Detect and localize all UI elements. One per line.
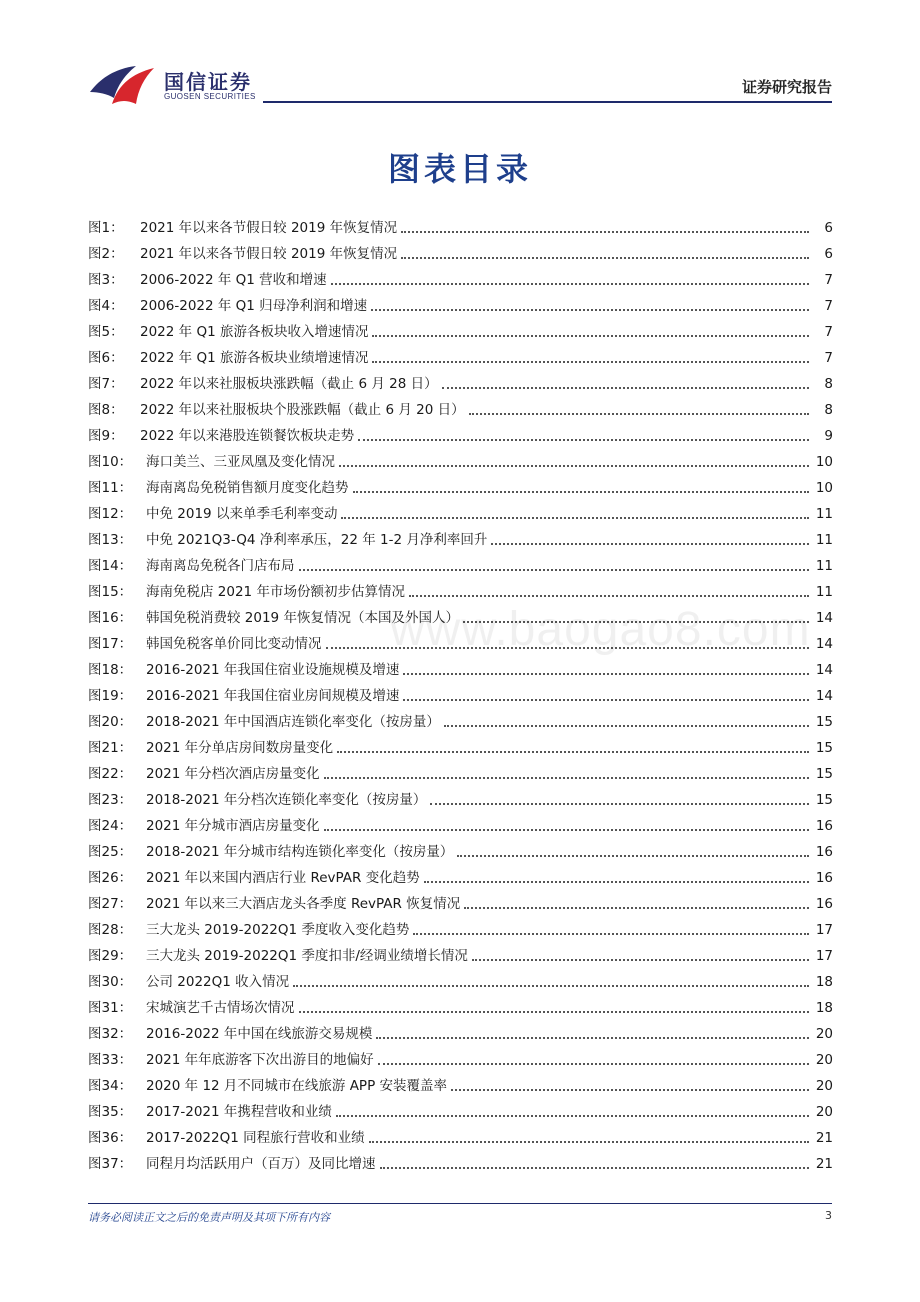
brand-name-en: GUOSEN SECURITIES [164,92,256,101]
toc-dot-leader [336,1115,809,1117]
toc-entry-page: 8 [824,402,833,418]
toc-entry[interactable] [88,1069,833,1095]
toc-entry-label: 图8： [88,402,124,418]
toc-entry-page: 11 [815,532,833,548]
toc-entry[interactable] [88,757,833,783]
toc-entry[interactable] [88,497,833,523]
toc-entry-title: 2018-2021 年分城市结构连锁化率变化（按房量） [146,844,454,860]
toc-dot-leader [353,491,810,493]
toc-entry-page: 16 [815,818,833,834]
toc-entry-page: 20 [815,1026,833,1042]
toc-entry-title: 2021 年年底游客下次出游目的地偏好 [146,1052,374,1068]
toc-entry-label: 图28： [88,922,133,938]
toc-entry-label: 图35： [88,1104,133,1120]
toc-entry-page: 10 [815,480,833,496]
toc-entry-title: 2017-2021 年携程营收和业绩 [146,1104,332,1120]
toc-entry-label: 图6： [88,350,124,366]
toc-entry-page: 15 [815,740,833,756]
toc-dot-leader [401,231,809,233]
toc-entry-title: 2021 年分单店房间数房量变化 [146,740,334,756]
brand-name-cn: 国信证券 [164,70,252,94]
toc-entry-label: 图31： [88,1000,133,1016]
toc-dot-leader [472,959,809,961]
toc-entry-title: 2022 年以来港股连锁餐饮板块走势 [140,428,355,444]
toc-entry-label: 图14： [88,558,133,574]
toc-entry-page: 6 [824,220,833,236]
toc-entry[interactable] [88,523,833,549]
toc-dot-leader [339,465,809,467]
toc-entry-label: 图2： [88,246,124,262]
toc-dot-leader [451,1089,809,1091]
toc-entry-title: 韩国免税客单价同比变动情况 [146,636,322,652]
toc-entry-page: 9 [824,428,833,444]
toc-entry-page: 8 [824,376,833,392]
report-type-label: 证券研究报告 [741,78,832,96]
toc-dot-leader [369,1141,809,1143]
footer-divider [88,1203,832,1204]
toc-entry-title: 2021 年分档次酒店房量变化 [146,766,320,782]
toc-entry[interactable] [88,445,833,471]
toc-dot-leader [442,387,809,389]
toc-entry-label: 图13： [88,532,133,548]
page-number: 3 [825,1209,832,1222]
toc-dot-leader [293,985,809,987]
toc-dot-leader [413,933,809,935]
toc-entry-label: 图15： [88,584,133,600]
toc-dot-leader [380,1167,810,1169]
toc-entry-page: 16 [815,896,833,912]
toc-entry-label: 图27： [88,896,133,912]
toc-dot-leader [409,595,809,597]
toc-entry[interactable] [88,731,833,757]
toc-entry[interactable] [88,679,833,705]
toc-entry[interactable] [88,887,833,913]
toc-entry-title: 2021 年分城市酒店房量变化 [146,818,320,834]
toc-entry-title: 2021 年以来三大酒店龙头各季度 RevPAR 恢复情况 [146,896,461,912]
toc-entry-page: 7 [824,324,833,340]
toc-entry-page: 20 [815,1052,833,1068]
toc-entry-title: 2021 年以来国内酒店行业 RevPAR 变化趋势 [146,870,420,886]
toc-entry-page: 17 [815,922,833,938]
toc-dot-leader [299,1011,810,1013]
toc-entry-title: 2021 年以来各节假日较 2019 年恢复情况 [140,246,398,262]
toc-entry-page: 16 [815,870,833,886]
toc-entry[interactable] [88,991,833,1017]
toc-dot-leader [457,855,809,857]
toc-entry-page: 14 [815,662,833,678]
toc-dot-leader [371,309,809,311]
toc-entry-page: 10 [815,454,833,470]
toc-dot-leader [378,1063,809,1065]
toc-entry-page: 14 [815,688,833,704]
toc-entry-label: 图26： [88,870,133,886]
toc-entry-title: 2016-2021 年我国住宿业房间规模及增速 [146,688,400,704]
toc-dot-leader [444,725,809,727]
toc-entry-page: 18 [815,1000,833,1016]
toc-entry[interactable] [88,809,833,835]
toc-entry-page: 15 [815,792,833,808]
toc-dot-leader [299,569,810,571]
toc-entry-title: 2006-2022 年 Q1 归母净利润和增速 [140,298,368,314]
header-divider [263,101,832,103]
toc-entry-label: 图23： [88,792,133,808]
toc-dot-leader [341,517,809,519]
toc-entry[interactable] [88,393,833,419]
toc-entry-label: 图11： [88,480,133,496]
toc-entry-label: 图5： [88,324,124,340]
toc-entry[interactable] [88,367,833,393]
toc-entry-label: 图10： [88,454,133,470]
toc-dot-leader [337,751,809,753]
toc-entry-page: 14 [815,610,833,626]
toc-entry[interactable] [88,471,833,497]
toc-entry-page: 21 [815,1130,833,1146]
toc-entry-label: 图33： [88,1052,133,1068]
toc-entry[interactable] [88,1121,833,1147]
toc-entry-page: 21 [815,1156,833,1172]
toc-title: 图表目录 [387,150,532,188]
toc-entry-page: 7 [824,298,833,314]
toc-entry[interactable] [88,705,833,731]
toc-entry-title: 2021 年以来各节假日较 2019 年恢复情况 [140,220,398,236]
toc-entry[interactable] [88,1095,833,1121]
toc-dot-leader [403,699,809,701]
toc-entry-label: 图9： [88,428,124,444]
toc-entry-label: 图3： [88,272,124,288]
toc-entry-page: 17 [815,948,833,964]
toc-entry[interactable] [88,575,833,601]
toc-entry-title: 2022 年 Q1 旅游各板块收入增速情况 [140,324,369,340]
toc-entry-page: 14 [815,636,833,652]
toc-entry-title: 2022 年 Q1 旅游各板块业绩增速情况 [140,350,369,366]
toc-entry[interactable] [88,835,833,861]
toc-entry-label: 图30： [88,974,133,990]
toc-entry-label: 图37： [88,1156,133,1172]
watermark: www.baogao8.com [390,603,811,656]
toc-dot-leader [401,257,809,259]
toc-entry[interactable] [88,289,833,315]
toc-entry-title: 韩国免税消费较 2019 年恢复情况（本国及外国人） [146,610,459,626]
toc-entry-page: 11 [815,584,833,600]
toc-entry-page: 20 [815,1104,833,1120]
toc-entry[interactable] [88,1147,833,1173]
toc-entry-title: 2006-2022 年 Q1 营收和增速 [140,272,327,288]
toc-entry-page: 7 [824,350,833,366]
toc-entry-page: 7 [824,272,833,288]
toc-entry-page: 11 [815,558,833,574]
toc-list [88,211,833,1173]
footer-disclaimer: 请务必阅读正文之后的免责声明及其项下所有内容 [88,1211,330,1224]
toc-entry-page: 6 [824,246,833,262]
toc-entry-label: 图12： [88,506,133,522]
toc-entry-page: 18 [815,974,833,990]
toc-entry-label: 图29： [88,948,133,964]
toc-entry-label: 图22： [88,766,133,782]
toc-entry-title: 2017-2022Q1 同程旅行营收和业绩 [146,1130,365,1146]
toc-entry-title: 中免 2019 以来单季毛利率变动 [146,506,338,522]
toc-entry[interactable] [88,419,833,445]
toc-entry-label: 图1： [88,220,124,236]
toc-entry-title: 2018-2021 年中国酒店连锁化率变化（按房量） [146,714,440,730]
toc-dot-leader [491,543,809,545]
toc-entry[interactable] [88,861,833,887]
toc-dot-leader [469,413,809,415]
toc-entry-title: 2022 年以来社服板块涨跌幅（截止 6 月 28 日） [140,376,438,392]
toc-entry-title: 2020 年 12 月不同城市在线旅游 APP 安装覆盖率 [146,1078,448,1094]
toc-dot-leader [331,283,809,285]
toc-entry-title: 宋城演艺千古情场次情况 [146,1000,295,1016]
toc-dot-leader [324,829,809,831]
toc-entry-page: 11 [815,506,833,522]
toc-dot-leader [372,335,809,337]
toc-entry-label: 图19： [88,688,133,704]
toc-entry[interactable] [88,1043,833,1069]
toc-dot-leader [430,803,809,805]
toc-entry[interactable] [88,237,833,263]
toc-entry-title: 海南免税店 2021 年市场份额初步估算情况 [146,584,405,600]
toc-entry[interactable] [88,1017,833,1043]
toc-entry-label: 图4： [88,298,124,314]
toc-entry-label: 图7： [88,376,124,392]
toc-entry-title: 同程月均活跃用户（百万）及同比增速 [146,1156,376,1172]
toc-entry-label: 图24： [88,818,133,834]
toc-entry-label: 图34： [88,1078,133,1094]
toc-entry-title: 中免 2021Q3-Q4 净利率承压，22 年 1-2 月净利率回升 [146,532,488,548]
toc-entry-label: 图16： [88,610,133,626]
toc-entry-title: 2018-2021 年分档次连锁化率变化（按房量） [146,792,427,808]
toc-entry-page: 15 [815,714,833,730]
toc-entry-label: 图32： [88,1026,133,1042]
toc-entry[interactable] [88,263,833,289]
toc-entry-title: 海口美兰、三亚凤凰及变化情况 [146,454,335,470]
toc-entry[interactable] [88,939,833,965]
toc-entry-title: 公司 2022Q1 收入情况 [146,974,290,990]
page-header [0,0,920,110]
toc-entry-title: 三大龙头 2019-2022Q1 季度扣非/经调业绩增长情况 [146,948,468,964]
toc-dot-leader [403,673,809,675]
toc-entry-page: 15 [815,766,833,782]
toc-entry[interactable] [88,315,833,341]
guosen-logo-icon [88,64,158,108]
toc-entry-title: 2016-2021 年我国住宿业设施规模及增速 [146,662,400,678]
toc-entry[interactable] [88,211,833,237]
toc-entry[interactable] [88,783,833,809]
toc-entry-page: 20 [815,1078,833,1094]
toc-entry-label: 图21： [88,740,133,756]
toc-entry-label: 图17： [88,636,133,652]
toc-dot-leader [464,907,809,909]
toc-entry[interactable] [88,913,833,939]
toc-entry-label: 图20： [88,714,133,730]
toc-entry-label: 图18： [88,662,133,678]
toc-entry-title: 海南离岛免税销售额月度变化趋势 [146,480,349,496]
toc-entry-title: 海南离岛免税各门店布局 [146,558,295,574]
toc-entry[interactable] [88,965,833,991]
toc-dot-leader [324,777,809,779]
toc-entry[interactable] [88,341,833,367]
toc-dot-leader [372,361,809,363]
toc-dot-leader [376,1037,809,1039]
toc-entry-page: 16 [815,844,833,860]
toc-entry-label: 图36： [88,1130,133,1146]
toc-entry-title: 2022 年以来社服板块个股涨跌幅（截止 6 月 20 日） [140,402,465,418]
toc-entry-title: 三大龙头 2019-2022Q1 季度收入变化趋势 [146,922,410,938]
toc-dot-leader [358,439,809,441]
toc-entry-label: 图25： [88,844,133,860]
toc-entry-title: 2016-2022 年中国在线旅游交易规模 [146,1026,373,1042]
toc-dot-leader [424,881,809,883]
toc-entry[interactable] [88,549,833,575]
